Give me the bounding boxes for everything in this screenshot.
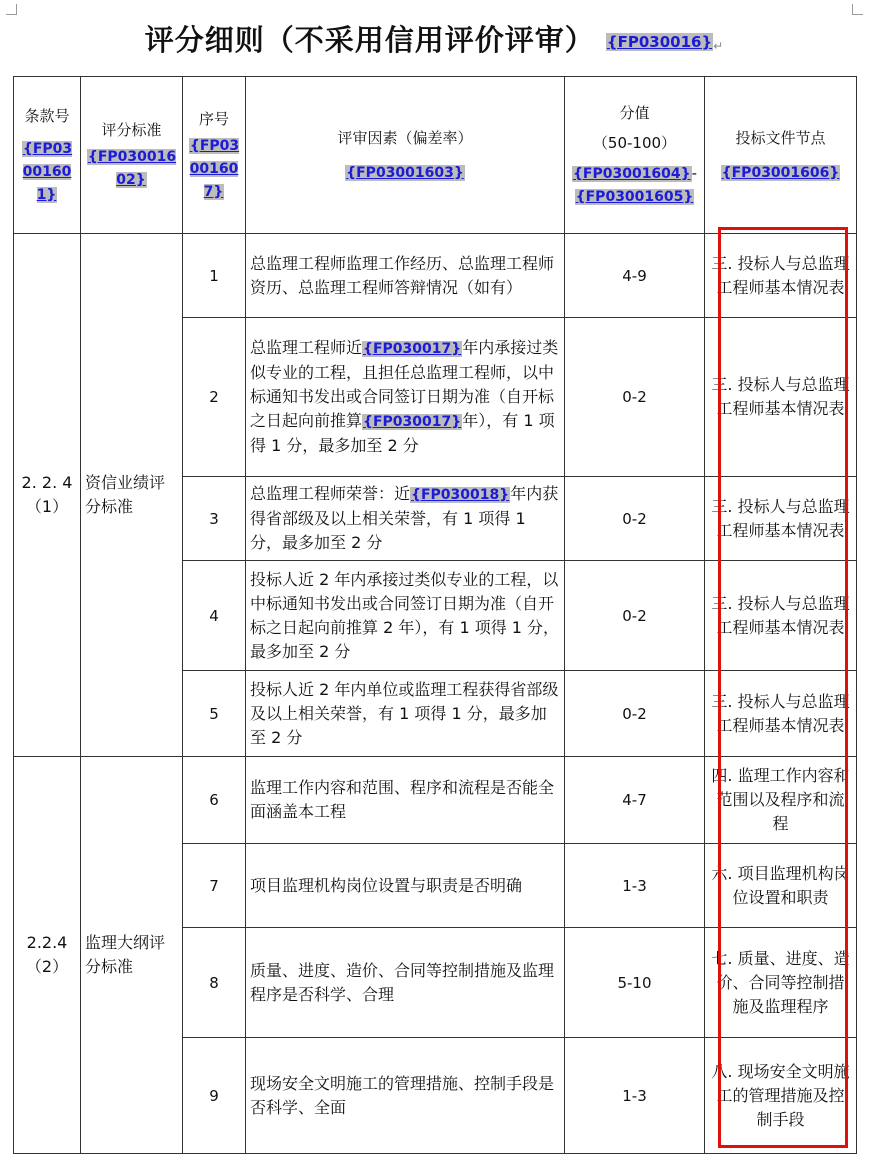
seq-cell: 6 [183,757,246,844]
document-title [0,20,869,66]
clause-cell: 2.2.4（2） [14,757,81,1154]
factor-cell [246,318,565,477]
seq-cell: 2 [183,318,246,477]
title-field-code[interactable]: {FP030016} [606,33,713,51]
seq-cell: 8 [183,928,246,1038]
paragraph-mark: ↵ [713,39,725,53]
header-factor-label: 评审因素（偏差率） [337,128,473,147]
section-cell: 三. 投标人与总监理工程师基本情况表 [705,318,857,477]
page-corner-mark-right [852,4,863,15]
section-cell: 六. 项目监理机构岗位设置和职责 [705,844,857,928]
factor-text-part: 年），有 1 项得 1 分，最多加至 2 分 [250,411,555,455]
header-score [565,77,705,234]
header-seq [183,77,246,234]
header-criteria-label: 评分标准 [101,121,162,139]
score-cell: 1-3 [565,844,705,928]
section-cell: 八. 现场安全文明施工的管理措施及控制手段 [705,1038,857,1154]
header-score-label: 分值 [619,104,650,122]
seq-cell: 7 [183,844,246,928]
header-row [14,77,857,234]
factor-text-part: 年内承接过类似专业的工程，且担任总监理工程师，以中标通知书发出或合同签订日期为准（自开标之日起向前推算 [250,338,559,430]
header-score-range: （50-100） [592,134,677,152]
header-factor-field[interactable]: {FP03001603} [346,164,464,181]
section-cell: 七. 质量、进度、造价、合同等控制措施及监理程序 [705,928,857,1038]
score-cell: 5-10 [565,928,705,1038]
seq-cell: 5 [183,671,246,757]
seq-cell: 4 [183,561,246,671]
factor-cell: 投标人近 2 年内单位或监理工程获得省部级及以上相关荣誉，有 1 项得 1 分，最多加至 2 分 [246,671,565,757]
factor-cell: 投标人近 2 年内承接过类似专业的工程，以中标通知书发出或合同签订日期为准（自开标之日起向前推算 2 年），有 1 项得 1 分，最多加至 2 分 [246,561,565,671]
scoring-table [13,76,857,1154]
score-cell: 4-9 [565,234,705,318]
section-cell: 三. 投标人与总监理工程师基本情况表 [705,477,857,561]
score-cell: 0-2 [565,318,705,477]
factor-cell: 质量、进度、造价、合同等控制措施及监理程序是否科学、合理 [246,928,565,1038]
seq-cell: 9 [183,1038,246,1154]
factor-field-code[interactable]: {FP030017} [363,341,462,357]
header-criteria-field[interactable]: {FP03001602} [87,149,177,188]
header-factor [246,77,565,234]
header-clause [14,77,81,234]
factor-cell: 现场安全文明施工的管理措施、控制手段是否科学、全面 [246,1038,565,1154]
page-corner-mark-left [6,4,17,15]
header-criteria [81,77,183,234]
table-row [14,234,857,318]
header-seq-field[interactable]: {FP03001607} [189,137,240,200]
factor-field-code[interactable]: {FP030018} [411,487,510,503]
header-clause-label: 条款号 [24,106,70,125]
title-text: 评分细则（不采用信用评价评审） [144,23,595,57]
section-cell: 三. 投标人与总监理工程师基本情况表 [705,671,857,757]
factor-text-part: 总监理工程师近 [250,338,363,357]
seq-cell: 3 [183,477,246,561]
header-score-field-max[interactable]: {FP03001605} [575,189,694,205]
factor-text-part: 年内获得省部级及以上相关荣誉，有 1 项得 1 分，最多加至 2 分 [250,484,559,552]
factor-cell: 总监理工程师监理工作经历、总监理工程师资历、总监理工程师答辩情况（如有） [246,234,565,318]
section-cell: 四. 监理工作内容和范围以及程序和流程 [705,757,857,844]
factor-cell [246,477,565,561]
score-cell: 4-7 [565,757,705,844]
section-cell: 三. 投标人与总监理工程师基本情况表 [705,234,857,318]
criteria-cell: 监理大纲评分标准 [81,757,183,1154]
header-section [705,77,857,234]
header-seq-label: 序号 [198,109,229,128]
criteria-cell: 资信业绩评分标准 [81,234,183,757]
factor-text-part: 总监理工程师荣誉：近 [250,484,411,503]
seq-cell: 1 [183,234,246,318]
score-cell: 1-3 [565,1038,705,1154]
score-cell: 0-2 [565,477,705,561]
header-section-label: 投标文件节点 [735,128,826,147]
factor-cell: 监理工作内容和范围、程序和流程是否能全面涵盖本工程 [246,757,565,844]
header-clause-field[interactable]: {FP03001601} [22,140,73,203]
score-cell: 0-2 [565,671,705,757]
header-score-separator: - [691,164,698,182]
table-row [14,757,857,844]
section-cell: 三. 投标人与总监理工程师基本情况表 [705,561,857,671]
score-cell: 0-2 [565,561,705,671]
clause-cell: 2. 2. 4（1） [14,234,81,757]
header-section-field[interactable]: {FP03001606} [721,164,840,181]
factor-field-code[interactable]: {FP030017} [363,414,462,430]
header-score-field-min[interactable]: {FP03001604} [572,166,691,182]
factor-cell: 项目监理机构岗位设置与职责是否明确 [246,844,565,928]
